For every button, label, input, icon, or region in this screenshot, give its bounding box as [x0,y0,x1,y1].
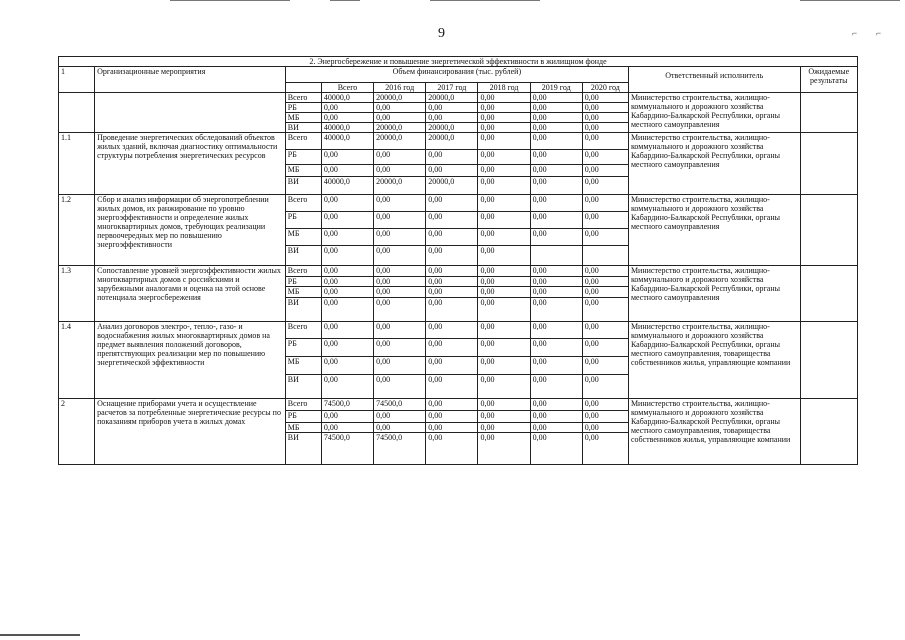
expected-results [800,93,857,133]
funding-value: 0,00 [582,123,628,133]
funding-value: 0,00 [582,357,628,375]
funding-value: 0,00 [530,322,582,339]
header-funding: Объем финансирования (тыс. рублей) [285,67,628,83]
funding-value: 0,00 [582,150,628,165]
funding-value: 0,00 [374,150,426,165]
funding-value: 0,00 [530,277,582,287]
funding-value: 20000,0 [426,93,478,103]
funding-value: 0,00 [426,113,478,123]
funding-value: 0,00 [426,287,478,298]
funding-value: 0,00 [530,195,582,212]
responsible-executor: Министерство строительства, жилищно-коммунального и дорожного хозяйства Кабардино-Балкарской Республики, органы местного самоуправления [628,195,800,266]
scan-top-line [800,0,900,1]
funding-value: 0,00 [582,133,628,150]
funding-value: 0,00 [478,212,530,229]
funding-value: 0,00 [321,266,373,277]
funding-value: 0,00 [582,423,628,433]
funding-value: 20000,0 [374,133,426,150]
funding-value: 0,00 [582,399,628,411]
funding-value: 0,00 [374,103,426,113]
measure-name: Проведение энергетических обследований объектов жилых зданий, включая диагностику оптимальности структуры потребления энергетических ресурсов [95,133,286,195]
row-number: 1.1 [59,133,95,195]
funding-value: 0,00 [582,375,628,399]
responsible-executor: Министерство строительства, жилищно-коммунального и дорожного хозяйства Кабардино-Балкарской Республики, органы местного самоуправления, товарищества собственников жилья, управляющие компании [628,399,800,465]
funding-value: 0,00 [374,423,426,433]
funding-value: 0,00 [582,411,628,423]
funding-value: 0,00 [478,411,530,423]
funding-value: 0,00 [582,277,628,287]
funding-source: МБ [285,229,321,246]
funding-value: 0,00 [374,357,426,375]
funding-value: 0,00 [426,322,478,339]
measure-name: Сопоставление уровней энергоэффективности жилых многоквартирных домов с российскими и зарубежными аналогами и оценка на этой основе потенциала энергосбережения [95,266,286,322]
funding-value: 0,00 [374,165,426,177]
header-col: 2016 год [374,83,426,93]
funding-value: 40000,0 [321,133,373,150]
funding-value: 0,00 [478,165,530,177]
funding-value: 0,00 [374,195,426,212]
row-number: 2 [59,399,95,465]
funding-value: 0,00 [374,277,426,287]
funding-value: 0,00 [582,339,628,357]
funding-value: 0,00 [321,277,373,287]
funding-source: Всего [285,195,321,212]
funding-value: 0,00 [321,298,373,322]
funding-value: 0,00 [530,123,582,133]
funding-value: 0,00 [321,212,373,229]
funding-value: 0,00 [321,411,373,423]
responsible-executor: Министерство строительства, жилищно-коммунального и дорожного хозяйства Кабардино-Балкарской Республики, органы местного самоуправления, товарищества собственников жилья, управляющие компании [628,322,800,399]
table-row [59,195,858,212]
funding-source: ВИ [285,375,321,399]
table-row [59,133,858,150]
funding-value: 74500,0 [374,399,426,411]
funding-value: 0,00 [478,93,530,103]
funding-source: МБ [285,287,321,298]
funding-value: 0,00 [321,246,373,266]
funding-value: 0,00 [426,212,478,229]
funding-value: 0,00 [478,113,530,123]
funding-value: 0,00 [582,266,628,277]
row-number: 1.3 [59,266,95,322]
table-row [59,322,858,339]
scan-top-line [170,0,290,1]
funding-value: 0,00 [426,411,478,423]
funding-value: 0,00 [374,298,426,322]
funding-value: 0,00 [426,277,478,287]
header-empty [285,83,321,93]
funding-value: 0,00 [321,103,373,113]
funding-value: 0,00 [582,103,628,113]
header-col: 2020 год [582,83,628,93]
funding-source: РБ [285,411,321,423]
header-num: 1 [59,67,95,93]
section-title: 2. Энергосбережение и повышение энергетической эффективности в жилищном фонде [59,57,858,67]
funding-value: 0,00 [426,298,478,322]
funding-source: Всего [285,266,321,277]
funding-source: Всего [285,322,321,339]
funding-value: 0,00 [530,423,582,433]
funding-value: 0,00 [530,266,582,277]
funding-value: 0,00 [426,246,478,266]
funding-value: 0,00 [321,375,373,399]
funding-source: МБ [285,357,321,375]
funding-value: 0,00 [478,103,530,113]
measure-name [95,93,286,133]
funding-value: 0,00 [582,322,628,339]
funding-value: 0,00 [478,399,530,411]
funding-value: 0,00 [321,113,373,123]
funding-value: 0,00 [478,287,530,298]
funding-value: 0,00 [321,423,373,433]
row-number: 1.2 [59,195,95,266]
funding-value: 0,00 [530,133,582,150]
funding-value: 0,00 [374,266,426,277]
funding-value: 0,00 [478,229,530,246]
funding-value: 0,00 [321,195,373,212]
funding-value: 0,00 [426,433,478,465]
funding-value: 40000,0 [321,177,373,195]
funding-table [58,56,858,465]
funding-value: 0,00 [478,266,530,277]
funding-value: 0,00 [374,411,426,423]
funding-value: 0,00 [321,165,373,177]
funding-value: 74500,0 [374,433,426,465]
funding-value: 0,00 [478,133,530,150]
responsible-executor: Министерство строительства, жилищно-коммунального и дорожного хозяйства Кабардино-Балкарской Республики, органы местного самоуправления [628,93,800,133]
funding-value: 0,00 [530,113,582,123]
funding-value: 0,00 [478,298,530,322]
funding-value: 0,00 [530,433,582,465]
scan-mark: ⌐ [876,28,882,38]
funding-value: 20000,0 [374,93,426,103]
funding-value: 0,00 [321,229,373,246]
funding-value: 0,00 [530,357,582,375]
funding-value: 20000,0 [374,123,426,133]
header-col: Всего [321,83,373,93]
funding-value: 0,00 [321,339,373,357]
expected-results [800,322,857,399]
funding-value: 0,00 [478,150,530,165]
table-row [59,93,858,103]
funding-value: 0,00 [478,423,530,433]
funding-value: 0,00 [426,103,478,113]
funding-value: 20000,0 [426,177,478,195]
funding-source: ВИ [285,433,321,465]
header-col: 2018 год [478,83,530,93]
funding-value: 0,00 [321,150,373,165]
funding-value: 0,00 [582,177,628,195]
funding-value: 0,00 [582,287,628,298]
funding-source: Всего [285,399,321,411]
funding-source: РБ [285,277,321,287]
funding-value: 0,00 [478,195,530,212]
funding-value: 0,00 [478,177,530,195]
funding-value: 0,00 [478,357,530,375]
page-number: 9 [438,26,445,41]
funding-value: 0,00 [374,339,426,357]
funding-value: 0,00 [582,113,628,123]
funding-value: 0,00 [582,229,628,246]
funding-value: 0,00 [530,150,582,165]
funding-value: 0,00 [530,411,582,423]
funding-value: 40000,0 [321,123,373,133]
funding-value: 0,00 [426,229,478,246]
funding-value [582,246,628,266]
funding-value: 0,00 [582,212,628,229]
header-col: 2017 год [426,83,478,93]
funding-value: 0,00 [374,113,426,123]
funding-value: 0,00 [530,229,582,246]
funding-value: 0,00 [530,287,582,298]
funding-value: 0,00 [374,287,426,298]
funding-value: 0,00 [478,433,530,465]
funding-value: 20000,0 [426,123,478,133]
funding-value: 0,00 [530,177,582,195]
responsible-executor: Министерство строительства, жилищно-коммунального и дорожного хозяйства Кабардино-Балкарской Республики, органы местного самоуправления [628,133,800,195]
funding-value: 0,00 [321,287,373,298]
funding-value: 0,00 [530,339,582,357]
measure-name: Анализ договоров электро-, тепло-, газо- и водоснабжения жилых многоквартирных домов на предмет выявления положений договоров, препятствующих реализации мер по повышению энергетической эффективности [95,322,286,399]
funding-value: 0,00 [426,423,478,433]
funding-value: 0,00 [426,266,478,277]
funding-value: 0,00 [530,103,582,113]
funding-source: РБ [285,103,321,113]
funding-value: 0,00 [426,165,478,177]
funding-value: 0,00 [374,375,426,399]
funding-value: 0,00 [530,399,582,411]
funding-source: РБ [285,150,321,165]
funding-value: 0,00 [321,357,373,375]
funding-value: 0,00 [530,93,582,103]
funding-value: 20000,0 [426,133,478,150]
funding-value: 0,00 [426,375,478,399]
funding-source: Всего [285,133,321,150]
funding-source: ВИ [285,298,321,322]
table-row [59,399,858,411]
funding-value: 0,00 [426,195,478,212]
funding-value: 0,00 [582,165,628,177]
funding-source: ВИ [285,246,321,266]
funding-source: ВИ [285,123,321,133]
funding-value: 0,00 [374,246,426,266]
funding-value: 0,00 [530,298,582,322]
expected-results [800,133,857,195]
funding-value: 0,00 [374,229,426,246]
scan-mark: ⌐ [852,28,858,38]
funding-value: 0,00 [478,123,530,133]
funding-value: 0,00 [478,375,530,399]
funding-source: Всего [285,93,321,103]
funding-source: МБ [285,113,321,123]
funding-value: 0,00 [478,277,530,287]
funding-value: 0,00 [478,322,530,339]
row-number [59,93,95,133]
funding-source: РБ [285,212,321,229]
funding-value: 20000,0 [374,177,426,195]
funding-source: МБ [285,165,321,177]
funding-value: 0,00 [478,246,530,266]
funding-value: 0,00 [426,357,478,375]
scan-top-line [430,0,540,1]
scan-bottom-line [0,634,80,636]
measure-name: Оснащение приборами учета и осуществление расчетов за потребленные энергетические ресурсы по показаниям приборов учета в жилых домах [95,399,286,465]
funding-value: 40000,0 [321,93,373,103]
funding-source: РБ [285,339,321,357]
funding-value: 0,00 [582,433,628,465]
funding-source: ВИ [285,177,321,195]
funding-value: 0,00 [426,339,478,357]
funding-value [530,246,582,266]
header-measures: Организационные мероприятия [95,67,286,93]
funding-value: 0,00 [478,339,530,357]
responsible-executor: Министерство строительства, жилищно-коммунального и дорожного хозяйства Кабардино-Балкарской Республики, органы местного самоуправления [628,266,800,322]
funding-value: 0,00 [582,298,628,322]
funding-value: 0,00 [374,212,426,229]
funding-value: 0,00 [530,375,582,399]
funding-value: 0,00 [530,165,582,177]
row-number: 1.4 [59,322,95,399]
expected-results [800,195,857,266]
funding-source: МБ [285,423,321,433]
header-expected: Ожидаемые результаты [800,67,857,93]
funding-value: 74500,0 [321,399,373,411]
expected-results [800,266,857,322]
funding-value: 0,00 [530,212,582,229]
expected-results [800,399,857,465]
funding-value: 0,00 [426,399,478,411]
funding-value: 0,00 [374,322,426,339]
funding-value: 0,00 [582,93,628,103]
table-row [59,266,858,277]
funding-value: 0,00 [321,322,373,339]
scan-top-line [330,0,360,1]
header-col: 2019 год [530,83,582,93]
funding-value: 0,00 [582,195,628,212]
funding-value: 74500,0 [321,433,373,465]
funding-value: 0,00 [426,150,478,165]
header-responsible: Ответственный исполнитель [628,67,800,93]
measure-name: Сбор и анализ информации об энергопотреблении жилых домов, их ранжирование по уровню энергоэффективности и определение жилых многоквартирных домов, требующих реализации первоочередных мер по повышению энергоэффективности [95,195,286,266]
